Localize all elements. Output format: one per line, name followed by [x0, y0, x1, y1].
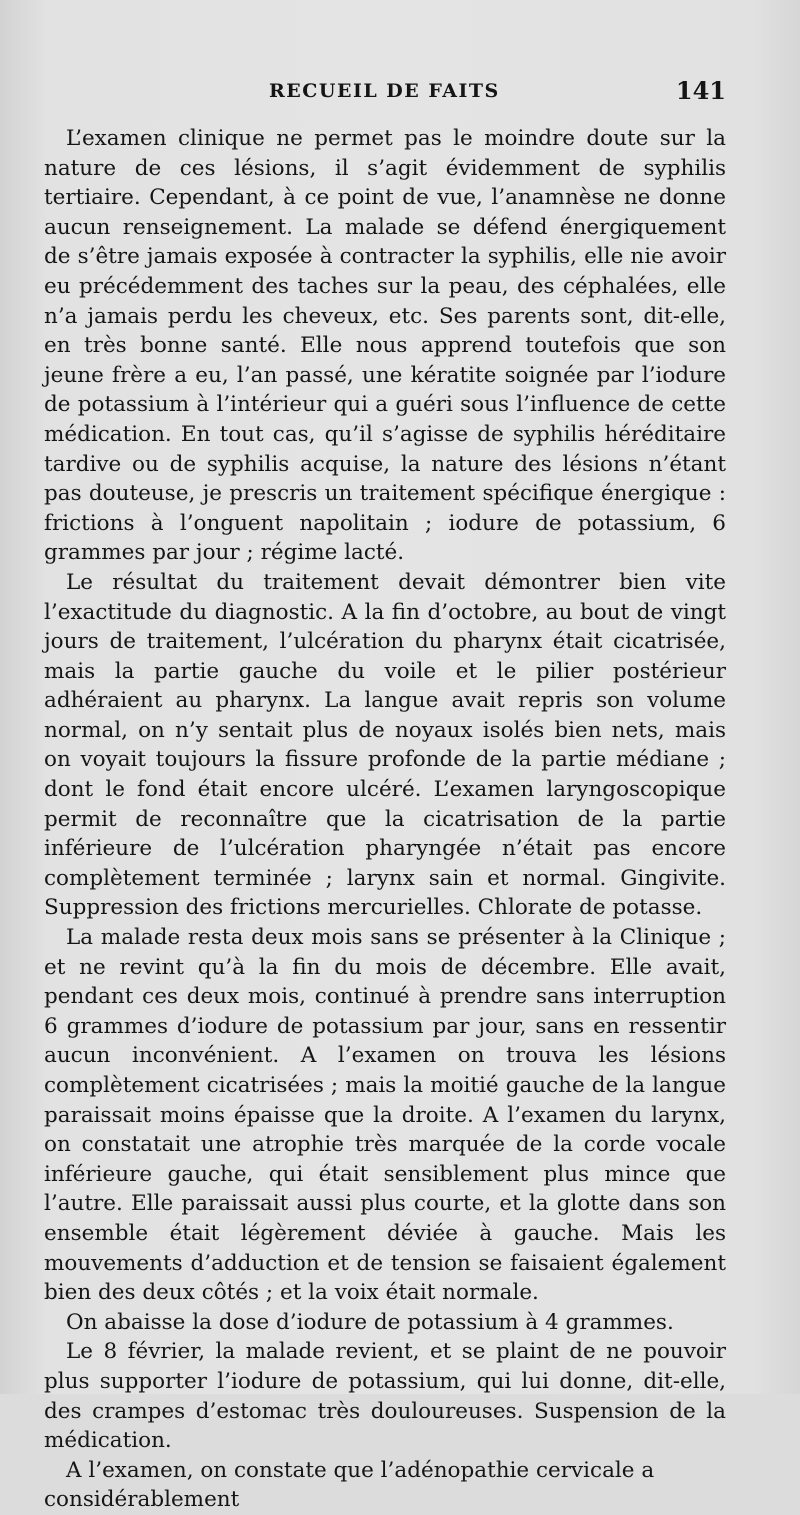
paragraph: Le résultat du traitement devait démontrer bien vite l’exactitude du diagnostic. A la fin d’octobre, au bout de vingt jours de traitement, l’ulcération du pharynx était cicatrisée, mais la partie gauche du voile et le pilier postérieur adhéraient au pharynx. La langue avait repris son volume normal, on n’y sentait plus de noyaux isolés bien nets, mais on voyait toujours la fissure profonde de la partie médiane ; dont le fond était encore ulcéré. L’examen laryngoscopique permit de reconnaître que la cicatrisation de la partie inférieure de l’ulcération pharyngée n’était pas encore complètement terminée ; larynx sain et normal. Gingivite. Suppression des frictions mercurielles. Chlorate de potasse.: [44, 569, 726, 921]
paragraph: La malade resta deux mois sans se présenter à la Clinique ; et ne revint qu’à la fin du mois de décembre. Elle avait, pendant ces deux mois, continué à prendre sans interruption 6 grammes d’iodure de potassium par jour, sans en ressentir aucun inconvénient. A l’examen on trouva les lésions complètement cicatrisées ; mais la moitié gauche de la langue paraissait moins épaisse que la droite. A l’examen du larynx, on constatait une atrophie très marquée de la corde vocale inférieure gauche, qui était sensiblement plus mince que l’autre. Elle paraissait aussi plus courte, et la glotte dans son ensemble était légèrement déviée à gauche. Mais les mouvements d’adduction et de tension se faisaient également bien des deux côtés ; et la voix était normale.: [44, 925, 726, 1306]
page-number: 141: [675, 76, 726, 105]
paragraph: L’examen clinique ne permet pas le moindre doute sur la nature de ces lésions, il s’agit évidemment de syphilis tertiaire. Cependant, à ce point de vue, l’anamnèse ne donne aucun renseignement. La malade se défend énergiquement de s’être jamais exposée à contracter la syphilis, elle nie avoir eu précédemment des taches sur la peau, des céphalées, elle n’a jamais perdu les cheveux, etc. Ses parents sont, dit-elle, en très bonne santé. Elle nous apprend toutefois que son jeune frère a eu, l’an passé, une kératite soignée par l’iodure de potassium à l’intérieur qui a guéri sous l’influence de cette médication. En tout cas, qu’il s’agisse de syphilis héréditaire tardive ou de syphilis acquise, la nature des lésions n’étant pas douteuse, je prescris un traitement spécifique énergique : frictions à l’onguent napolitain ; iodure de potassium, 6 grammes par jour ; régime lacté.: [44, 126, 726, 566]
paragraph-last: A l’examen, on constate que l’adénopathie cervicale a considérablement: [44, 1457, 655, 1513]
page-header: [44, 76, 726, 112]
paragraph: Le 8 février, la malade revient, et se plaint de ne pouvoir plus supporter l’iodure de potassium, qui lui donne, dit-elle, des crampes d’estomac très douloureuses. Suspension de la médication.: [44, 1339, 726, 1454]
running-title: RECUEIL DE FAITS: [269, 80, 500, 102]
body-text: [44, 124, 726, 1515]
paragraph: On abaisse la dose d’iodure de potassium à 4 grammes.: [66, 1309, 674, 1335]
